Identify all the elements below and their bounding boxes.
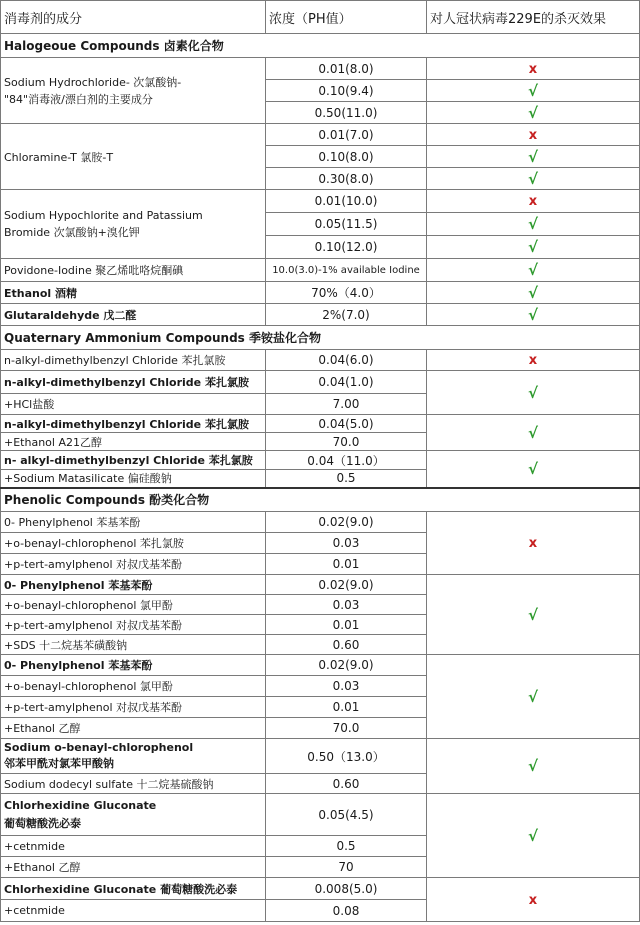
- effect-cell: [427, 794, 640, 878]
- check-mark-icon: √: [527, 305, 538, 324]
- table-row: [1, 512, 640, 533]
- check-mark-icon: √: [527, 757, 538, 775]
- concentration-cell: 0.04(6.0): [266, 350, 427, 371]
- effect-cell: [427, 655, 640, 739]
- cross-mark-icon: x: [528, 127, 538, 143]
- concentration-cell: 0.01: [266, 697, 427, 718]
- agent-name: Povidone-Iodine 聚乙烯吡咯烷酮碘: [1, 259, 266, 282]
- agent-additive: +o-benayl-chlorophenol 氯甲酚: [1, 595, 266, 615]
- agent-additive: +cetnmide: [1, 900, 266, 922]
- header-name: 消毒剂的成分: [1, 1, 266, 34]
- effect-cell: [427, 739, 640, 794]
- concentration-cell: 0.008(5.0): [266, 878, 427, 900]
- check-mark-icon: √: [527, 687, 538, 706]
- agent-name-line: Sodium o-benayl-chlorophenol: [4, 741, 194, 754]
- effect-cell: [427, 236, 640, 259]
- concentration-cell: 0.01: [266, 554, 427, 575]
- concentration-cell: 0.04(5.0): [266, 415, 427, 433]
- effect-cell: [427, 259, 640, 282]
- table-row: [1, 878, 640, 900]
- concentration-cell: 0.10(8.0): [266, 146, 427, 168]
- concentration-cell: 0.05(11.5): [266, 213, 427, 236]
- concentration-cell: 0.03: [266, 595, 427, 615]
- table-row: [1, 415, 640, 433]
- concentration-cell: 70.0: [266, 718, 427, 739]
- agent-name: n-alkyl-dimethylbenzyl Chloride 苯扎氯胺: [1, 350, 266, 371]
- agent-additive: +Ethanol A21乙醇: [1, 433, 266, 451]
- agent-additive: +p-tert-amylphenol 对叔戊基苯酚: [1, 554, 266, 575]
- agent-name: [1, 190, 266, 259]
- check-mark-icon: √: [527, 605, 538, 624]
- concentration-cell: 0.03: [266, 676, 427, 697]
- section-row: [1, 34, 640, 58]
- agent-additive: +HCl盐酸: [1, 394, 266, 415]
- cross-mark-icon: x: [528, 536, 538, 551]
- check-mark-icon: √: [527, 238, 538, 256]
- effect-cell: [427, 146, 640, 168]
- effect-cell: [427, 575, 640, 655]
- section-quaternary: Quaternary Ammonium Compounds 季铵盐化合物: [1, 326, 640, 350]
- effect-cell: [427, 282, 640, 304]
- concentration-cell: 0.04（11.0）: [266, 451, 427, 470]
- agent-name-line: 邻苯甲酰对氯苯甲酸钠: [4, 757, 114, 770]
- concentration-cell: 0.5: [266, 836, 427, 857]
- cross-mark-icon: x: [528, 194, 538, 209]
- agent-name: Glutaraldehyde 戊二醛: [1, 304, 266, 326]
- cross-mark-icon: x: [528, 892, 538, 908]
- section-row: [1, 326, 640, 350]
- concentration-cell: 0.04(1.0): [266, 371, 427, 394]
- cross-mark-icon: x: [528, 61, 538, 77]
- check-mark-icon: √: [527, 215, 538, 233]
- effect-cell: [427, 304, 640, 326]
- concentration-cell: 0.60: [266, 635, 427, 655]
- agent-name-line: Sodium Hypochlorite and Patassium: [4, 209, 203, 222]
- agent-additive: +Sodium Matasilicate 偏硅酸钠: [1, 470, 266, 488]
- agent-name: [1, 794, 266, 836]
- agent-name-line: Bromide 次氯酸钠+溴化钾: [4, 226, 140, 239]
- header-effect: 对人冠状病毒229E的杀灭效果: [427, 1, 640, 34]
- concentration-cell: 0.08: [266, 900, 427, 922]
- agent-additive: +p-tert-amylphenol 对叔戊基苯酚: [1, 697, 266, 718]
- agent-name: 0- Phenylphenol 苯基苯酚: [1, 655, 266, 676]
- check-mark-icon: √: [527, 261, 538, 279]
- concentration-cell: 0.50(11.0): [266, 102, 427, 124]
- effect-cell: [427, 168, 640, 190]
- effect-cell: [427, 415, 640, 451]
- concentration-cell: 0.02(9.0): [266, 512, 427, 533]
- table-row: [1, 304, 640, 326]
- agent-name-line: Chlorhexidine Gluconate: [4, 798, 157, 812]
- header-row: [1, 1, 640, 34]
- check-mark-icon: √: [527, 459, 538, 478]
- check-mark-icon: √: [527, 103, 538, 122]
- agent-name-line: Sodium Hydrochloride- 次氯酸钠-: [4, 75, 182, 89]
- concentration-cell: 0.01(8.0): [266, 58, 427, 80]
- concentration-cell: 0.01(7.0): [266, 124, 427, 146]
- table-row: [1, 371, 640, 394]
- agent-additive: Sodium dodecyl sulfate 十二烷基硫酸钠: [1, 774, 266, 794]
- section-phenolic: Phenolic Compounds 酚类化合物: [1, 488, 640, 512]
- table-row: [1, 58, 640, 80]
- section-halogen: Halogeoue Compounds 卤素化合物: [1, 34, 640, 58]
- agent-additive: +o-benayl-chlorophenol 氯甲酚: [1, 676, 266, 697]
- table-row: [1, 451, 640, 470]
- table-row: [1, 655, 640, 676]
- agent-name: n-alkyl-dimethylbenzyl Chloride 苯扎氯胺: [1, 415, 266, 433]
- agent-name: n-alkyl-dimethylbenzyl Chloride 苯扎氯胺: [1, 371, 266, 394]
- table-row: [1, 350, 640, 371]
- check-mark-icon: √: [527, 283, 538, 302]
- agent-additive: +Ethanol 乙醇: [1, 718, 266, 739]
- effect-cell: [427, 80, 640, 102]
- concentration-cell: 0.30(8.0): [266, 168, 427, 190]
- effect-cell: [427, 58, 640, 80]
- effect-cell: [427, 213, 640, 236]
- check-mark-icon: √: [527, 147, 538, 166]
- agent-name: n- alkyl-dimethylbenzyl Chloride 苯扎氯胺: [1, 451, 266, 470]
- effect-cell: [427, 124, 640, 146]
- agent-name-line: 葡萄糖酸洗必泰: [4, 816, 81, 830]
- agent-additive: +cetnmide: [1, 836, 266, 857]
- table-row: [1, 794, 640, 836]
- table-row: [1, 282, 640, 304]
- agent-name: Ethanol 酒精: [1, 282, 266, 304]
- effect-cell: [427, 451, 640, 488]
- agent-name: 0- Phenylphenol 苯基苯酚: [1, 575, 266, 595]
- table-row: [1, 739, 640, 774]
- agent-additive: +SDS 十二烷基苯磺酸钠: [1, 635, 266, 655]
- table-row: [1, 190, 640, 213]
- agent-additive: +Ethanol 乙醇: [1, 857, 266, 878]
- concentration-cell: 0.05(4.5): [266, 794, 427, 836]
- check-mark-icon: √: [527, 383, 538, 402]
- table-row: [1, 575, 640, 595]
- concentration-cell: 0.01(10.0): [266, 190, 427, 213]
- concentration-cell: 0.01: [266, 615, 427, 635]
- concentration-cell: 0.5: [266, 470, 427, 488]
- header-concentration: 浓度（PH值）: [266, 1, 427, 34]
- table-row: [1, 124, 640, 146]
- agent-name-line: "84"消毒液/漂白剂的主要成分: [4, 92, 153, 106]
- concentration-cell: 0.03: [266, 533, 427, 554]
- concentration-cell: 0.02(9.0): [266, 575, 427, 595]
- concentration-cell: 0.10(12.0): [266, 236, 427, 259]
- concentration-cell: 70%（4.0）: [266, 282, 427, 304]
- effect-cell: [427, 350, 640, 371]
- effect-cell: [427, 878, 640, 922]
- agent-name: 0- Phenylphenol 苯基苯酚: [1, 512, 266, 533]
- check-mark-icon: √: [527, 81, 538, 100]
- concentration-cell: 7.00: [266, 394, 427, 415]
- effect-cell: [427, 190, 640, 213]
- concentration-cell: 0.02(9.0): [266, 655, 427, 676]
- agent-name: Chloramine-T 氯胺-T: [1, 124, 266, 190]
- effect-cell: [427, 512, 640, 575]
- concentration-cell: 0.10(9.4): [266, 80, 427, 102]
- concentration-cell: 70.0: [266, 433, 427, 451]
- agent-name: [1, 739, 266, 774]
- agent-name: Chlorhexidine Gluconate 葡萄糖酸洗必泰: [1, 878, 266, 900]
- agent-additive: +o-benayl-chlorophenol 苯扎氯胺: [1, 533, 266, 554]
- check-mark-icon: √: [527, 169, 538, 188]
- agent-additive: +p-tert-amylphenol 对叔戊基苯酚: [1, 615, 266, 635]
- cross-mark-icon: x: [528, 353, 538, 368]
- check-mark-icon: √: [527, 826, 538, 845]
- effect-cell: [427, 102, 640, 124]
- check-mark-icon: √: [527, 423, 538, 442]
- concentration-cell: 10.0(3.0)-1% available Iodine: [266, 259, 427, 282]
- table-row: [1, 259, 640, 282]
- section-row: [1, 488, 640, 512]
- concentration-cell: 2%(7.0): [266, 304, 427, 326]
- effect-cell: [427, 371, 640, 415]
- concentration-cell: 0.60: [266, 774, 427, 794]
- concentration-cell: 70: [266, 857, 427, 878]
- concentration-cell: 0.50（13.0）: [266, 739, 427, 774]
- agent-name: [1, 58, 266, 124]
